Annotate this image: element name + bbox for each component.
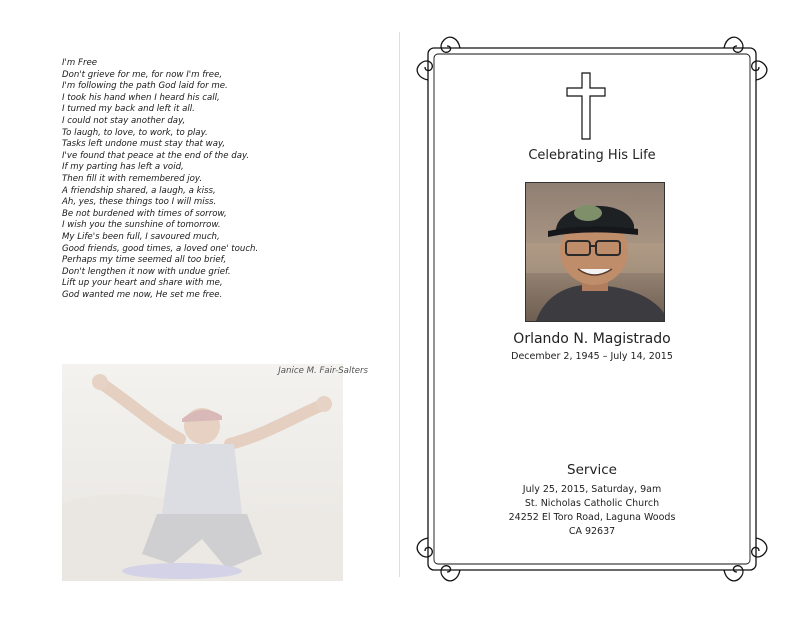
poem-line: If my parting has left a void, — [62, 162, 184, 173]
poem-author: Janice M. Fair-Salters — [278, 366, 368, 376]
poem — [62, 58, 362, 301]
deceased-name: Orlando N. Magistrado — [513, 331, 671, 347]
celebration-photo-illustration — [62, 364, 343, 581]
poem-line: I'm following the path God laid for me. — [62, 81, 228, 92]
service-region: CA 92637 — [568, 526, 616, 537]
poem-line: Be not burdened with times of sorrow, — [62, 208, 227, 219]
poem-line: To laugh, to love, to work, to play. — [62, 127, 208, 138]
poem-title: I'm Free — [62, 58, 98, 68]
portrait-photo — [525, 182, 665, 322]
poem-line: Tasks left undone must stay that way, — [62, 139, 226, 150]
poem-line: God wanted me now, He set me free. — [62, 289, 223, 300]
right-page-cover — [400, 0, 799, 617]
poem-line: I wish you the sunshine of tomorrow. — [62, 220, 221, 231]
poem-line: I took his hand when I heard his call, — [62, 92, 220, 103]
life-dates: December 2, 1945 – July 14, 2015 — [511, 351, 673, 362]
poem-line: Don't lengthen it now with undue grief. — [62, 266, 231, 277]
poem-line: Lift up your heart and share with me, — [62, 278, 223, 289]
poem-line: I turned my back and left it all. — [62, 104, 195, 115]
faded-celebration-photo — [62, 364, 343, 581]
poem-line: Perhaps my time seemed all too brief, — [62, 255, 227, 266]
portrait-illustration — [526, 183, 664, 321]
poem-line: Good friends, good times, a loved one' touch. — [62, 243, 259, 254]
poem-line: A friendship shared, a laugh, a kiss, — [62, 185, 216, 196]
left-page — [0, 0, 399, 617]
service-venue: St. Nicholas Catholic Church — [524, 498, 660, 509]
poem-line: Don't grieve for me, for now I'm free, — [62, 69, 223, 80]
poem-line: My Life's been full, I savoured much, — [62, 231, 220, 242]
cover-heading: Celebrating His Life — [528, 148, 656, 163]
poem-line: Ah, yes, these things too I will miss. — [62, 197, 217, 208]
service-heading: Service — [567, 462, 617, 478]
poem-line: Then fill it with remembered joy. — [62, 173, 203, 184]
cross-icon — [566, 72, 606, 140]
service-address: 24252 El Toro Road, Laguna Woods — [508, 512, 676, 523]
service-datetime: July 25, 2015, Saturday, 9am — [522, 484, 662, 495]
poem-line: I've found that peace at the end of the day. — [62, 150, 250, 161]
poem-line: I could not stay another day, — [62, 115, 186, 126]
